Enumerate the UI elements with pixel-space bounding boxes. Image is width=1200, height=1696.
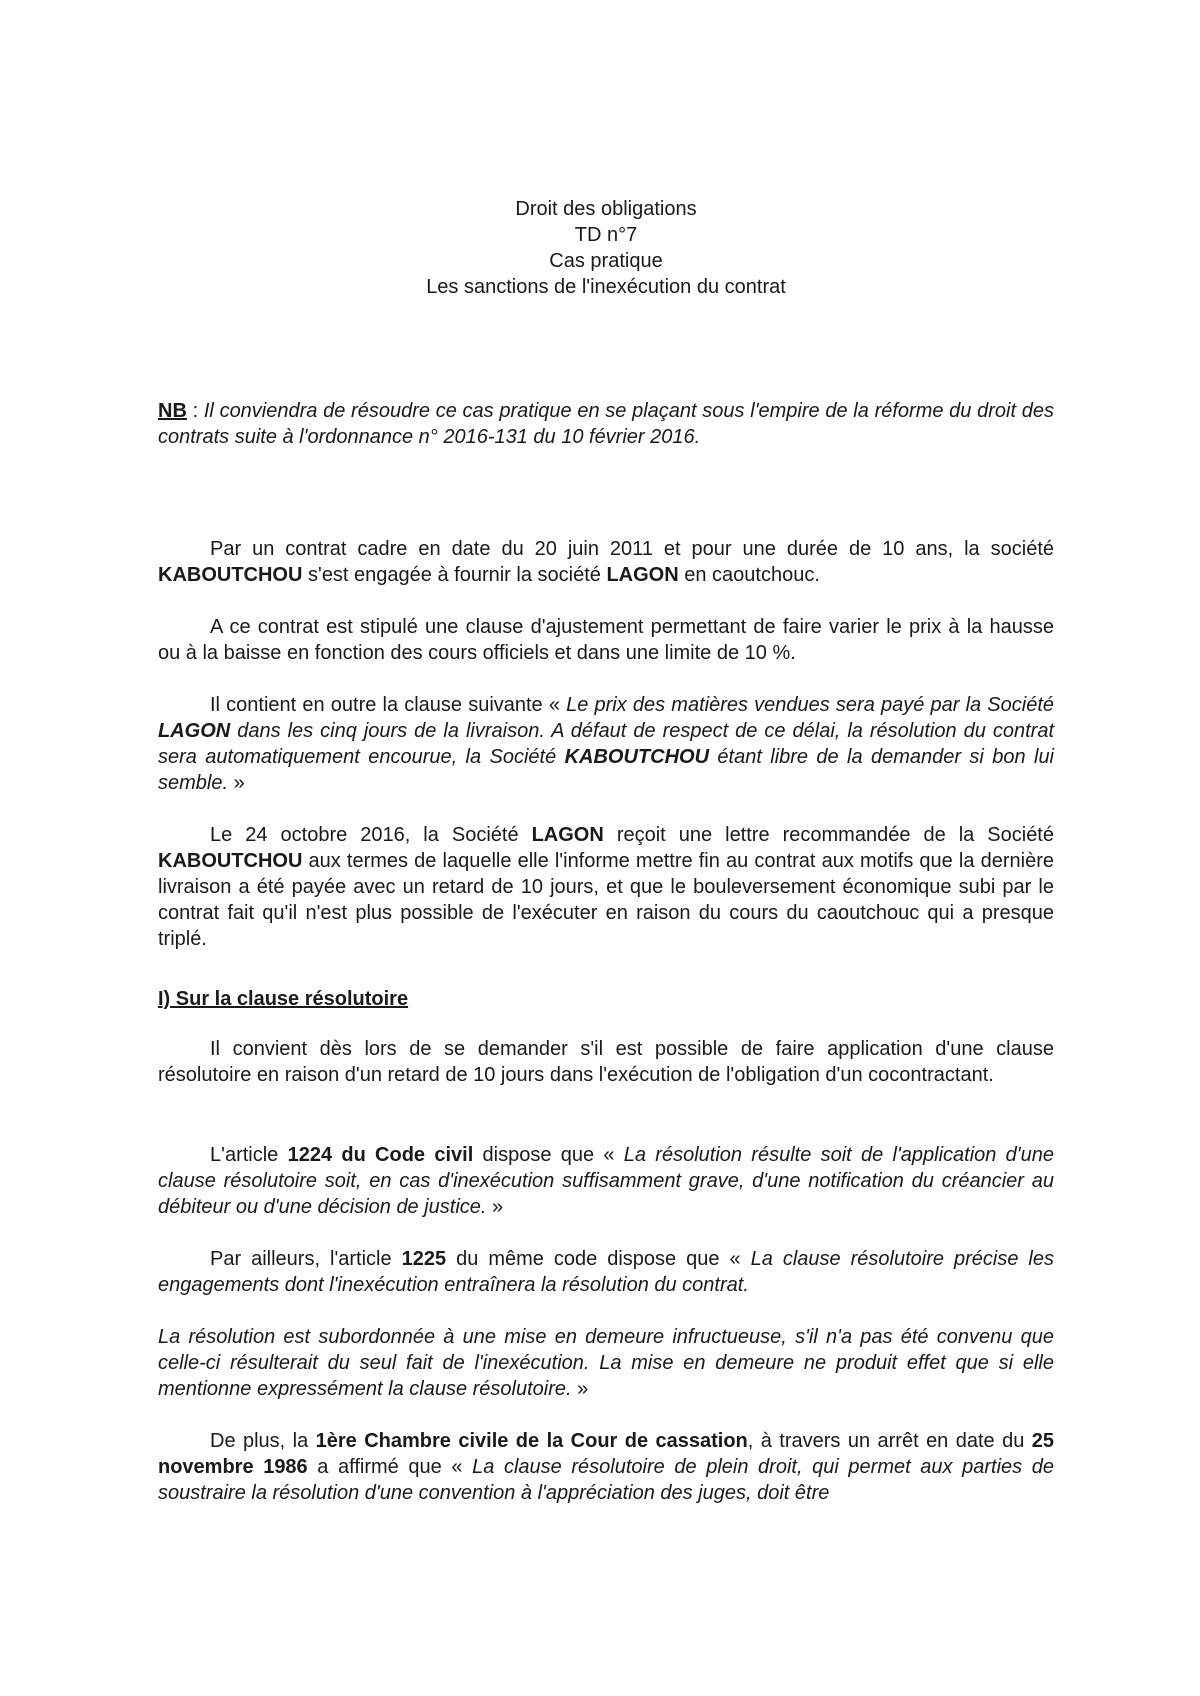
paragraph-cassation-1986: De plus, la 1ère Chambre civile de la Cour de cassation, à travers un arrêt en date du 25 novembre 1986 a affirmé que « La clause résolutoire de plein droit, qui permet aux parties de soustraire la résolution d'une convention à l'appréciation des juges, doit être <box>158 1430 1054 1504</box>
paragraph-article-1225: Par ailleurs, l'article 1225 du même code dispose que « La clause résolutoire précise les engagements dont l'inexécution entraînera la résolution du contrat. <box>158 1248 1054 1296</box>
paragraph-legal-question: Il convient dès lors de se demander s'il est possible de faire application d'une clause résolutoire en raison d'un retard de 10 jours dans l'exécution de l'obligation d'un cocontractant. <box>158 1038 1054 1086</box>
section-heading-clause-resolutoire: I) Sur la clause résolutoire <box>158 988 409 1010</box>
nb-label: NB <box>158 400 187 422</box>
paragraph-article-1225-continued: La résolution est subordonnée à une mise en demeure infructueuse, s'il n'a pas été convenu que celle-ci résulterait du seul fait de l'inexécution. La mise en demeure ne produit effet que si elle mentionne expressément la clause résolutoire. » <box>158 1326 1054 1400</box>
document-title-block <box>158 196 1054 300</box>
nb-note: NB : Il conviendra de résoudre ce cas pratique en se plaçant sous l'empire de la réforme du droit des contrats suite à l'ordonnance n° 2016-131 du 10 février 2016. <box>158 400 1054 448</box>
paragraph-facts-contract: Par un contrat cadre en date du 20 juin 2011 et pour une durée de 10 ans, la société KABOUTCHOU s'est engagée à fournir la société LAGON en caoutchouc. <box>158 538 1054 586</box>
exercise-type: Cas pratique <box>549 250 663 272</box>
td-number: TD n°7 <box>574 224 638 246</box>
exercise-subject: Les sanctions de l'inexécution du contrat <box>426 276 786 298</box>
nb-text: Il conviendra de résoudre ce cas pratique en se plaçant sous l'empire de la réforme du droit des contrats suite à l'ordonnance n° 2016-131 du 10 février 2016. <box>158 400 1054 448</box>
paragraph-adjustment-clause: A ce contrat est stipulé une clause d'ajustement permettant de faire varier le prix à la hausse ou à la baisse en fonction des cours officiels et dans une limite de 10 %. <box>158 616 1054 664</box>
paragraph-article-1224: L'article 1224 du Code civil dispose que « La résolution résulte soit de l'application d'une clause résolutoire soit, en cas d'inexécution suffisamment grave, d'une notification du créancier au débiteur ou d'une décision de justice. » <box>158 1144 1054 1218</box>
paragraph-termination-letter: Le 24 octobre 2016, la Société LAGON reçoit une lettre recommandée de la Société KABOUTCHOU aux termes de laquelle elle l'informe mettre fin au contrat aux motifs que la dernière livraison a été payée avec un retard de 10 jours, et que le bouleversement économique subi par le contrat fait qu'il n'est plus possible de l'exécuter en raison du cours du caoutchouc qui a presque triplé. <box>158 824 1054 950</box>
course-title: Droit des obligations <box>515 198 697 220</box>
paragraph-resolution-clause: Il contient en outre la clause suivante « Le prix des matières vendues sera payé par la Société LAGON dans les cinq jours de la livraison. A défaut de respect de ce délai, la résolution du contrat sera automatiquement encourue, la Société KABOUTCHOU étant libre de la demander si bon lui semble. » <box>158 694 1055 794</box>
